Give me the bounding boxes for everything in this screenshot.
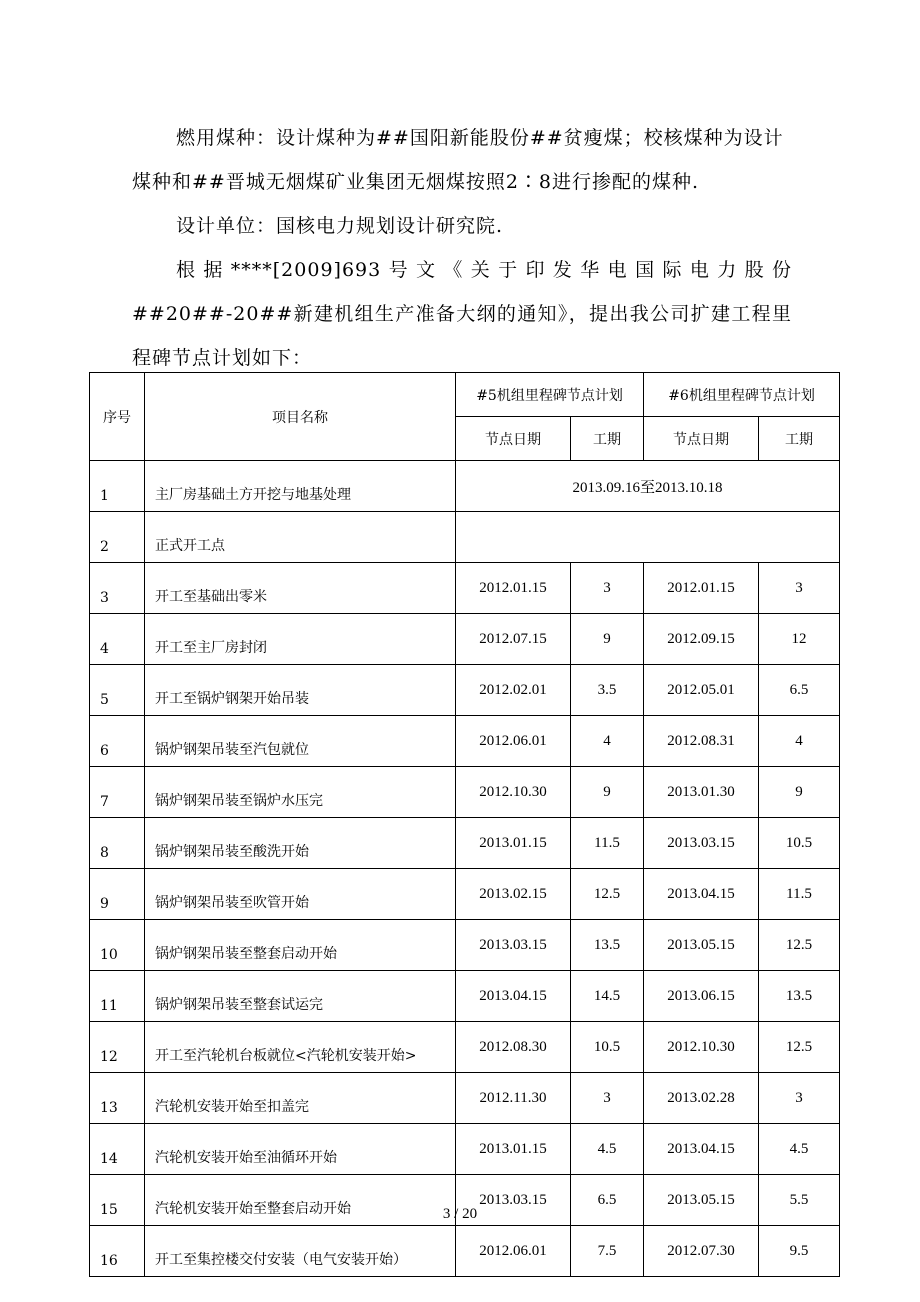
row-name: 锅炉钢架吊装至锅炉水压完 bbox=[145, 767, 456, 818]
row-dur5: 3.5 bbox=[571, 665, 644, 716]
table-row bbox=[90, 1226, 840, 1277]
row-no: 9 bbox=[90, 869, 145, 920]
table-row bbox=[90, 665, 840, 716]
row-date5: 2012.11.30 bbox=[456, 1073, 571, 1124]
row-no: 6 bbox=[90, 716, 145, 767]
row-name: 锅炉钢架吊装至汽包就位 bbox=[145, 716, 456, 767]
row-dur5: 6.5 bbox=[571, 1175, 644, 1226]
row-date5: 2012.02.01 bbox=[456, 665, 571, 716]
header-no: 序号 bbox=[90, 373, 145, 461]
row-no: 1 bbox=[90, 461, 145, 512]
table-row bbox=[90, 716, 840, 767]
header-date5: 节点日期 bbox=[456, 417, 571, 461]
row-name: 锅炉钢架吊装至吹管开始 bbox=[145, 869, 456, 920]
row-no: 2 bbox=[90, 512, 145, 563]
row-name: 开工至基础出零米 bbox=[145, 563, 456, 614]
row-no: 10 bbox=[90, 920, 145, 971]
row-date6: 2013.05.15 bbox=[644, 1175, 759, 1226]
row-date5: 2013.03.15 bbox=[456, 1175, 571, 1226]
design-unit-paragraph: 设计单位：国核电力规划设计研究院. bbox=[176, 215, 504, 237]
basis-paragraph: 根据****[2009]693号文《关于印发华电国际电力股份##20##-20##新建机组生产准备大纲的通知》，提出我公司扩建工程里程碑节点计划如下： bbox=[132, 259, 792, 369]
row-dur6: 12 bbox=[759, 614, 840, 665]
header-dur5: 工期 bbox=[571, 417, 644, 461]
row-date5: 2012.06.01 bbox=[456, 1226, 571, 1277]
row-date6: 2012.07.30 bbox=[644, 1226, 759, 1277]
row-name: 锅炉钢架吊装至整套启动开始 bbox=[145, 920, 456, 971]
row-date5: 2013.01.15 bbox=[456, 818, 571, 869]
row-no: 7 bbox=[90, 767, 145, 818]
row-date5: 2013.01.15 bbox=[456, 1124, 571, 1175]
row-name: 锅炉钢架吊装至整套试运完 bbox=[145, 971, 456, 1022]
row-dur6: 10.5 bbox=[759, 818, 840, 869]
table-row bbox=[90, 461, 840, 512]
row-no: 3 bbox=[90, 563, 145, 614]
row-dur5: 3 bbox=[571, 563, 644, 614]
table-row bbox=[90, 1022, 840, 1073]
table-row bbox=[90, 818, 840, 869]
row-date6: 2013.02.28 bbox=[644, 1073, 759, 1124]
table-row bbox=[90, 614, 840, 665]
row-name: 开工至锅炉钢架开始吊装 bbox=[145, 665, 456, 716]
page-number: 3 / 20 bbox=[442, 1206, 478, 1222]
row-dur5: 12.5 bbox=[571, 869, 644, 920]
row-name: 正式开工点 bbox=[145, 512, 456, 563]
table-row bbox=[90, 767, 840, 818]
row-dur6: 5.5 bbox=[759, 1175, 840, 1226]
header-item: 项目名称 bbox=[145, 373, 456, 461]
header-unit6: #6机组里程碑节点计划 bbox=[644, 373, 840, 417]
row-name: 锅炉钢架吊装至酸洗开始 bbox=[145, 818, 456, 869]
row-dur6: 6.5 bbox=[759, 665, 840, 716]
row-date6: 2012.08.31 bbox=[644, 716, 759, 767]
table-row bbox=[90, 1073, 840, 1124]
row-date5: 2012.10.30 bbox=[456, 767, 571, 818]
row-dur5: 13.5 bbox=[571, 920, 644, 971]
row-name: 主厂房基础土方开挖与地基处理 bbox=[145, 461, 456, 512]
row-no: 13 bbox=[90, 1073, 145, 1124]
row-date5: 2013.03.15 bbox=[456, 920, 571, 971]
row-date6: 2012.05.01 bbox=[644, 665, 759, 716]
row-no: 11 bbox=[90, 971, 145, 1022]
row-dur6: 3 bbox=[759, 1073, 840, 1124]
header-unit5: #5机组里程碑节点计划 bbox=[456, 373, 644, 417]
row-dur6: 9 bbox=[759, 767, 840, 818]
row-date5: 2012.08.30 bbox=[456, 1022, 571, 1073]
row-dur5: 9 bbox=[571, 767, 644, 818]
row-dur5: 14.5 bbox=[571, 971, 644, 1022]
row-merged-period: 2013.09.16至2013.10.18 bbox=[456, 461, 840, 512]
row-date6: 2012.10.30 bbox=[644, 1022, 759, 1073]
row-name: 开工至汽轮机台板就位<汽轮机安装开始> bbox=[145, 1022, 456, 1073]
row-date6: 2013.04.15 bbox=[644, 1124, 759, 1175]
row-date5: 2012.01.15 bbox=[456, 563, 571, 614]
row-dur5: 7.5 bbox=[571, 1226, 644, 1277]
row-dur5: 11.5 bbox=[571, 818, 644, 869]
header-dur6: 工期 bbox=[759, 417, 840, 461]
row-dur6: 3 bbox=[759, 563, 840, 614]
row-date5: 2013.04.15 bbox=[456, 971, 571, 1022]
row-merged-period bbox=[456, 512, 840, 563]
row-date6: 2013.06.15 bbox=[644, 971, 759, 1022]
coal-type-paragraph: 燃用煤种：设计煤种为##国阳新能股份##贫瘦煤；校核煤种为设计煤种和##晋城无烟煤矿业集团无烟煤按照2∶8进行掺配的煤种. bbox=[132, 127, 784, 193]
row-no: 5 bbox=[90, 665, 145, 716]
row-date6: 2013.04.15 bbox=[644, 869, 759, 920]
row-dur6: 11.5 bbox=[759, 869, 840, 920]
table-row bbox=[90, 1124, 840, 1175]
row-dur6: 13.5 bbox=[759, 971, 840, 1022]
row-dur6: 12.5 bbox=[759, 920, 840, 971]
row-dur6: 9.5 bbox=[759, 1226, 840, 1277]
table-row bbox=[90, 512, 840, 563]
table-row bbox=[90, 971, 840, 1022]
header-date6: 节点日期 bbox=[644, 417, 759, 461]
row-no: 16 bbox=[90, 1226, 145, 1277]
row-no: 4 bbox=[90, 614, 145, 665]
row-dur6: 4 bbox=[759, 716, 840, 767]
row-date6: 2013.03.15 bbox=[644, 818, 759, 869]
row-dur6: 4.5 bbox=[759, 1124, 840, 1175]
row-no: 12 bbox=[90, 1022, 145, 1073]
row-date5: 2012.06.01 bbox=[456, 716, 571, 767]
row-name: 开工至集控楼交付安装（电气安装开始） bbox=[145, 1226, 456, 1277]
row-date6: 2013.05.15 bbox=[644, 920, 759, 971]
row-dur5: 3 bbox=[571, 1073, 644, 1124]
row-dur5: 4 bbox=[571, 716, 644, 767]
row-date6: 2013.01.30 bbox=[644, 767, 759, 818]
row-dur5: 4.5 bbox=[571, 1124, 644, 1175]
row-date5: 2013.02.15 bbox=[456, 869, 571, 920]
row-date5: 2012.07.15 bbox=[456, 614, 571, 665]
table-row bbox=[90, 920, 840, 971]
row-dur5: 10.5 bbox=[571, 1022, 644, 1073]
row-name: 汽轮机安装开始至扣盖完 bbox=[145, 1073, 456, 1124]
row-no: 15 bbox=[90, 1175, 145, 1226]
row-dur5: 9 bbox=[571, 614, 644, 665]
row-no: 8 bbox=[90, 818, 145, 869]
row-date6: 2012.01.15 bbox=[644, 563, 759, 614]
row-name: 汽轮机安装开始至整套启动开始 bbox=[145, 1175, 456, 1226]
row-dur6: 12.5 bbox=[759, 1022, 840, 1073]
milestone-table bbox=[89, 372, 840, 1277]
row-no: 14 bbox=[90, 1124, 145, 1175]
row-name: 开工至主厂房封闭 bbox=[145, 614, 456, 665]
table-row bbox=[90, 563, 840, 614]
row-name: 汽轮机安装开始至油循环开始 bbox=[145, 1124, 456, 1175]
table-row bbox=[90, 869, 840, 920]
row-date6: 2012.09.15 bbox=[644, 614, 759, 665]
